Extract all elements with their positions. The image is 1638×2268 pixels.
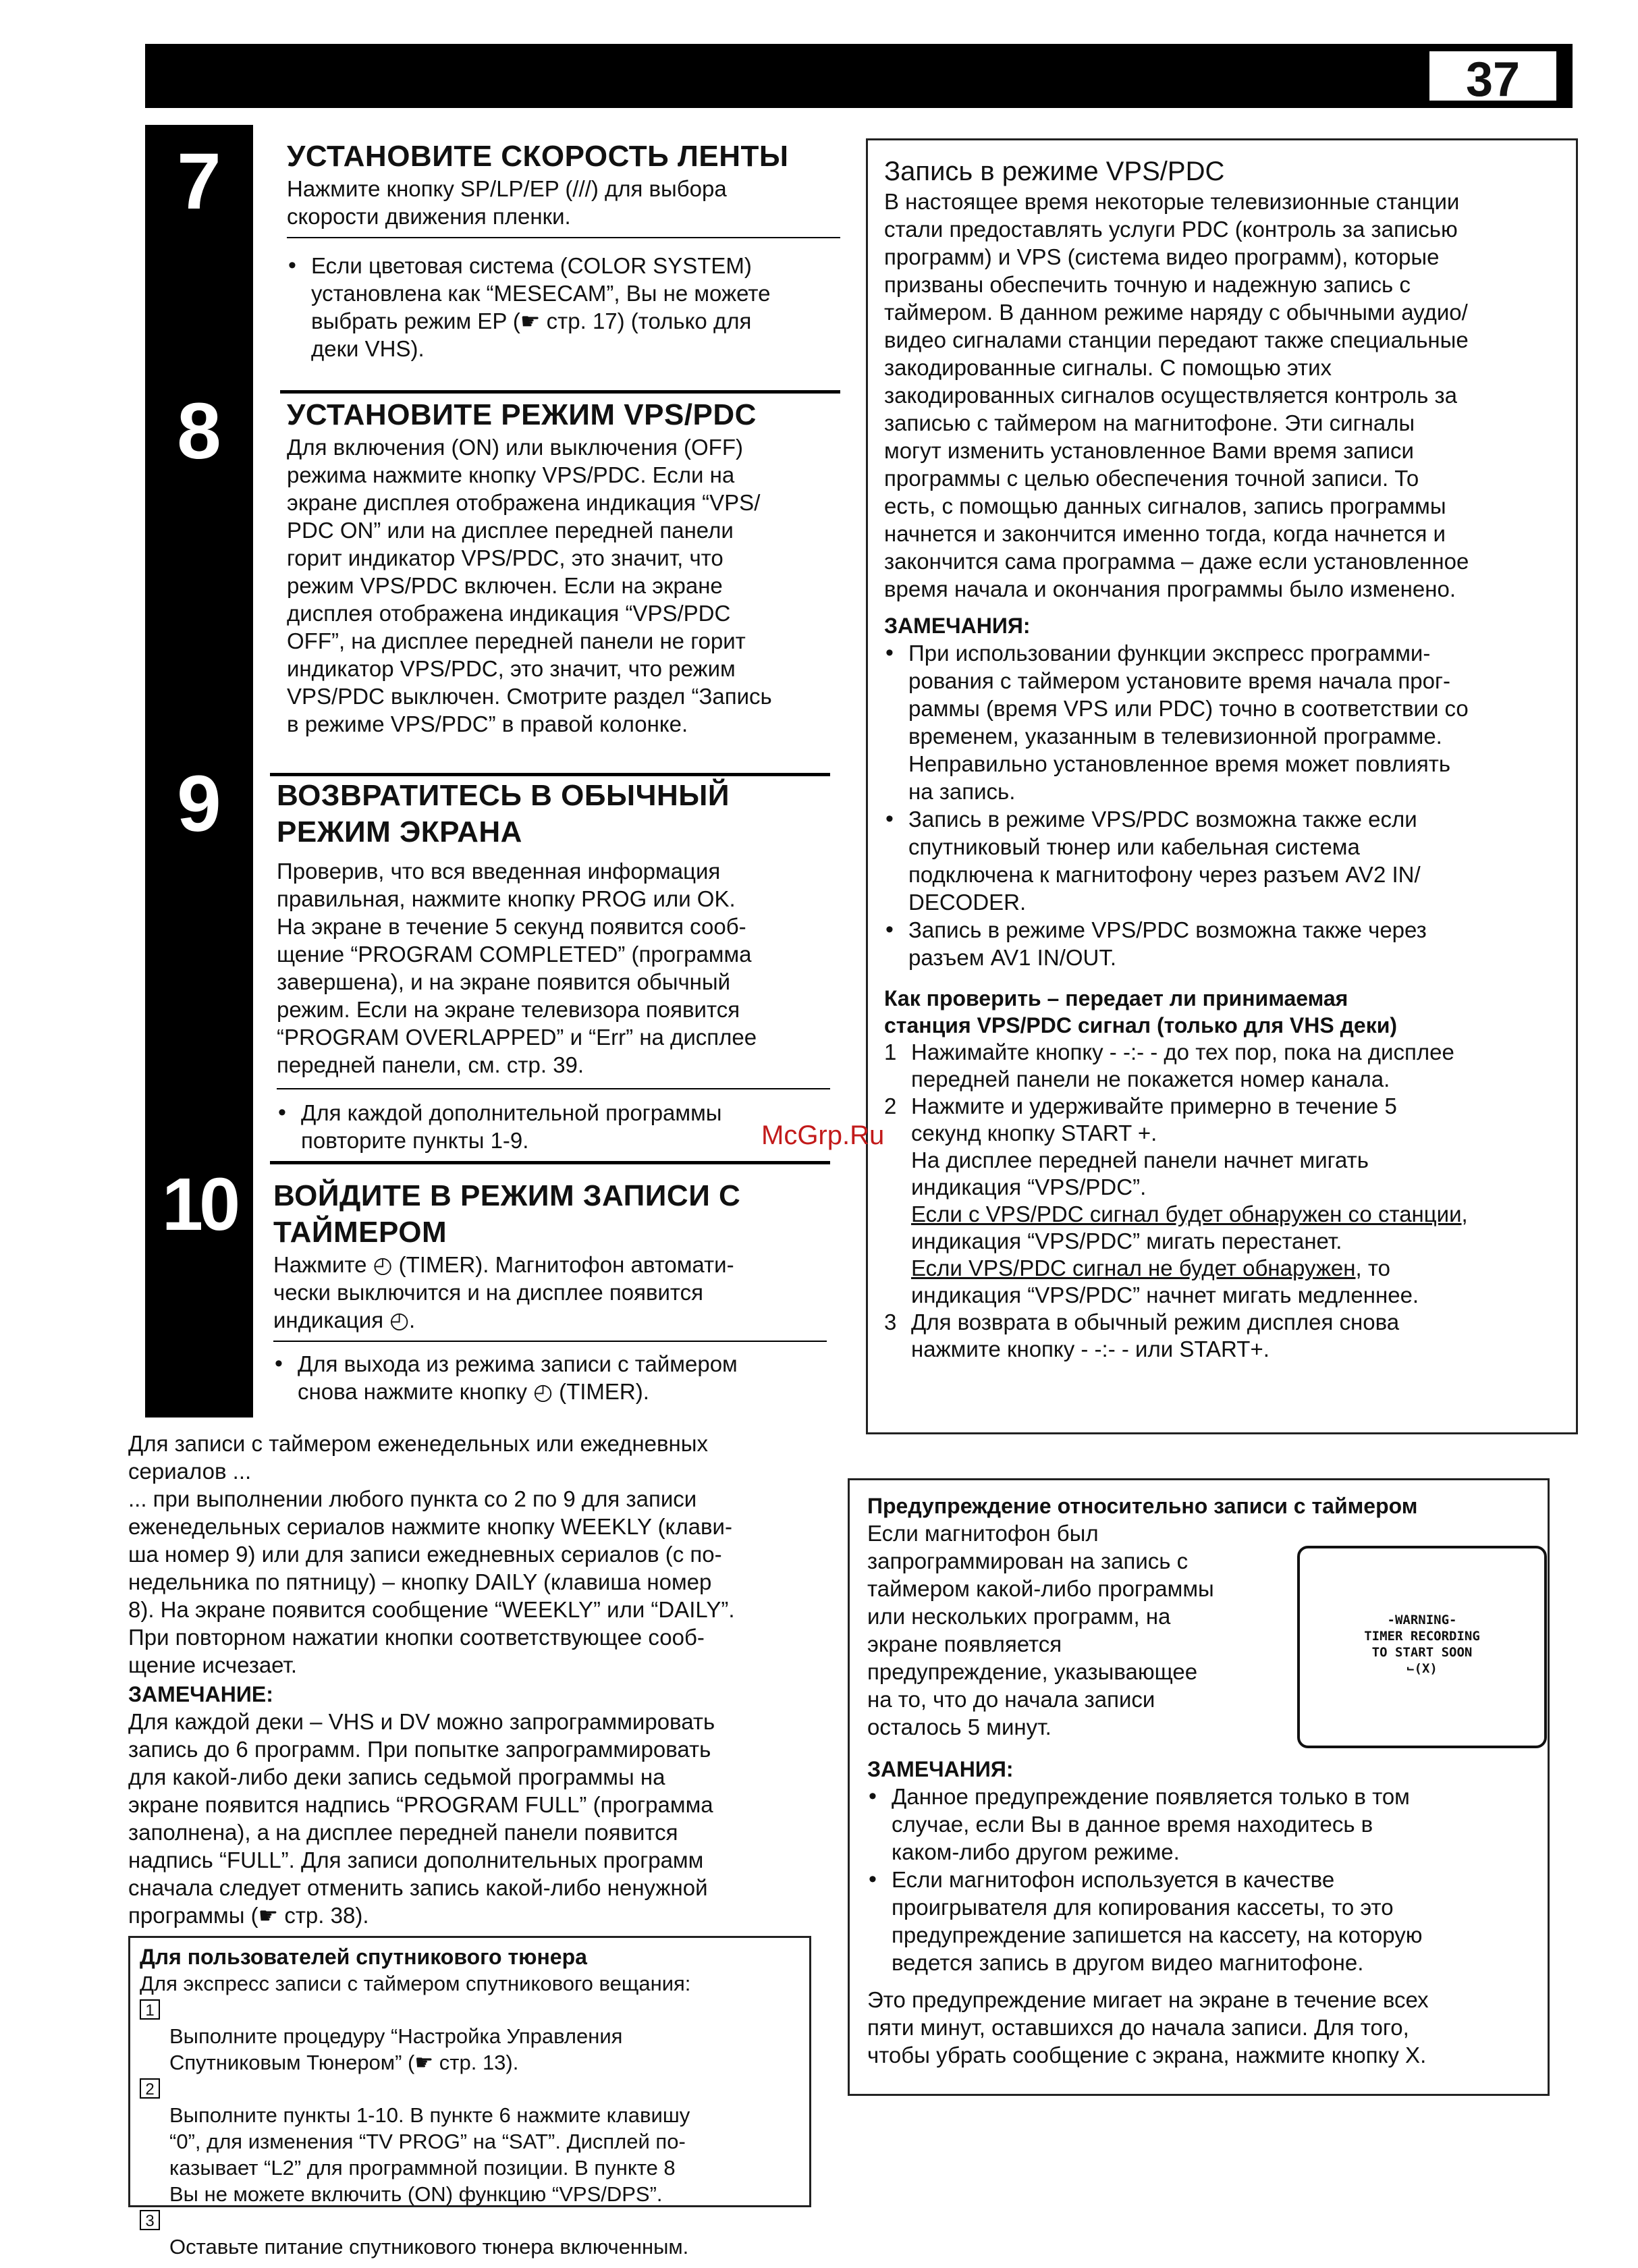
list-item: 1 Выполните процедуру “Настройка Управления Спутниковым Тюнером” (☛ стр. 13). [140, 1997, 800, 2076]
tv-screen-text: -WARNING- TIMER RECORDING TO START SOON ⌙(X) [1364, 1613, 1480, 1676]
tv-screen-warning [1297, 1546, 1547, 1748]
step-10-rule [270, 1161, 830, 1164]
header-bar [145, 44, 1573, 108]
step-10-body: Нажмите ◴ (TIMER). Магнитофон автомати- чески выключится и на дисплее появится индикация ◴. [273, 1252, 734, 1332]
step-8 [287, 397, 840, 738]
remark-text: Для каждой деки – VHS и DV можно запрограммировать запись до 6 программ. При попытке запрограммировать для какой-либо деки запись седьмой программы на экране появится надпись “PROGRAM FULL” (программа заполнена), а на дисплее передней панели появится надпись “FULL”. Для записи дополнительных программ сначала следует отменить запись какой-либо ненужной программы (☛ стр. 38). [128, 1709, 715, 1928]
step-7-title: УСТАНОВИТЕ СКОРОСТЬ ЛЕНТЫ [287, 140, 789, 173]
list-item: 1 Нажимайте кнопку - -:- - до тех пор, пока на дисплее передней панели не покажется номер канала. [884, 1040, 1454, 1091]
step-9 [277, 778, 830, 1154]
remark-heading: ЗАМЕЧАНИЕ: [128, 1682, 273, 1706]
list-item: • Если магнитофон используется в качестве проигрывателя для копирования кассеты, то это предупреждение запишется на кассету, на которую ведется запись в другом видео магнитофоне. [867, 1866, 1530, 1976]
list-item: • Запись в режиме VPS/PDC возможна также если спутниковый тюнер или кабельная система подключена к магнитофону через разъем AV2 IN/ DECODER. [884, 805, 1560, 916]
list-item: • Данное предупреждение появляется только в том случае, если Вы в данное время находитесь в каком-либо другом режиме. [867, 1783, 1530, 1866]
step-7 [287, 138, 840, 362]
step-8-body: Для включения (ON) или выключения (OFF) режима нажмите кнопку VPS/PDC. Если на экране дисплея отображена индикация “VPS/ PDC ON” или на дисплее передней панели горит индикатор VPS/PDC, это значит, что режим VPS/PDC включен. Если на экране дисплея отображена индикация “VPS/PDC OFF”, на дисплее передней панели не горит индикатор VPS/PDC, это значит, что режим VPS/PDC выключен. Смотрите раздел “Запись в режиме VPS/PDC” в правой колонке. [287, 435, 772, 736]
list-item: 3 Для возврата в обычный режим дисплея снова нажмите кнопку - -:- - или START+. [884, 1310, 1400, 1361]
page-number: 37 [1425, 47, 1560, 105]
satellite-heading: Для пользователей спутникового тюнера [140, 1945, 587, 1969]
vps-notes-heading: ЗАМЕЧАНИЯ: [884, 614, 1031, 638]
remark [128, 1681, 844, 1929]
step-number-7: 7 [177, 137, 221, 226]
warning-text: Если магнитофон был запрограммирован на запись с таймером какой-либо программы или нескольких программ, на экране появляется предупреждение, указывающее на то, что до начала записи осталось 5 минут. [867, 1521, 1214, 1739]
satellite-intro: Для экспресс записи с таймером спутникового вещания: [140, 1972, 691, 1995]
step-10-title: ВОЙДИТЕ В РЕЖИМ ЗАПИСИ С ТАЙМЕРОМ [273, 1179, 741, 1249]
step-number-8: 8 [177, 387, 221, 476]
step-number-9: 9 [177, 759, 221, 848]
vps-intro: В настоящее время некоторые телевизионные станции стали предоставлять услуги PDC (контроль за записью программ) и VPS (система видео программ), которые призваны обеспечить точную и надежную запись с таймером. В данном режиме наряду с обычными аудио/ видео сигналами станции передают также специальные закодированные сигналы. С помощью этих закодированных сигналов осуществляется контроль за записью с таймером на магнитофоне. Эти сигналы могут изменить установленное Вами время записи программы с целью обеспечения точной записи. То есть, с помощью данных сигналов, запись программы начнется и закончится именно тогда, когда начнется и закончится сама программа – даже если установленное время начала и окончания программы было изменено. [884, 189, 1469, 601]
watermark: McGrp.Ru [761, 1120, 885, 1150]
list-item: 2 Нажмите и удерживайте примерно в течение 5 секунд кнопку START +. На дисплее передней панели начнет мигать индикация “VPS/PDC”. Если с VPS/PDC сигнал будет обнаружен со станции, индикация “VPS/PDC” мигать перестанет. Если VPS/PDC сигнал не будет обнаружен, то индикация “VPS/PDC” начнет мигать медленнее. [884, 1094, 1468, 1307]
warning-notes-heading: ЗАМЕЧАНИЯ: [867, 1757, 1014, 1781]
step-9-note: • Для каждой дополнительной программы повторите пункты 1-9. [277, 1099, 830, 1154]
vps-check-heading: Как проверить – передает ли принимаемая станция VPS/PDC сигнал (только для VHS деки) [884, 986, 1398, 1037]
list-item: 3 Оставьте питание спутникового тюнера включенным. [140, 2207, 800, 2260]
warning-footer: Это предупреждение мигает на экране в течение всех пяти минут, оставшихся до начала записи. Для того, чтобы убрать сообщение с экрана, нажмите кнопку X. [867, 1987, 1429, 2068]
step-7-note: • Если цветовая система (COLOR SYSTEM) установлена как “MESECAM”, Вы не можете выбрать режим EP (☛ стр. 17) (только для деки VHS). [287, 252, 840, 362]
divider [287, 237, 840, 238]
step-9-body: Проверив, что вся введенная информация правильная, нажмите кнопку PROG или OK. На экране в течение 5 секунд появится сооб- щение “PROGRAM COMPLETED” (программа завершена), и на экране появится обычный режим. Если на экране телевизора появится “PROGRAM OVERLAPPED” и “Err” на дисплее передней панели, см. стр. 39. [277, 859, 757, 1077]
list-item: • При использовании функции экспресс программи- рования с таймером установите время начала прог- раммы (время VPS или PDC) точно в соответствии со временем, указанным в телевизионной программе. Неправильно установленное время может повлиять на запись. [884, 639, 1560, 805]
step-10-note: • Для выхода из режима записи с таймером снова нажмите кнопку ◴ (TIMER). [273, 1350, 827, 1405]
vps-pdc-box [866, 138, 1578, 1434]
satellite-box [128, 1936, 811, 2259]
step-9-rule [270, 773, 830, 776]
step-9-title: ВОЗВРАТИТЕСЬ В ОБЫЧНЫЙ РЕЖИМ ЭКРАНА [277, 779, 730, 848]
series-text: Для записи с таймером еженедельных или ежедневных сериалов ... ... при выполнении любого пункта со 2 по 9 для записи еженедельных сериалов нажмите кнопку WEEKLY (клави- ша номер 9) или для записи ежедневных сериалов (с по- недельника по пятницу) – кнопку DAILY (клавиша номер 8). На экране появится сообщение “WEEKLY” или “DAILY”. При повторном нажатии кнопки соответствующее сооб- щение исчезает. [128, 1431, 735, 1677]
step-8-title: УСТАНОВИТЕ РЕЖИМ VPS/PDC [287, 398, 757, 431]
step-number-10: 10 [161, 1163, 237, 1246]
divider [273, 1341, 827, 1342]
warning-heading: Предупреждение относительно записи с таймером [867, 1494, 1418, 1518]
list-item: 2 Выполните пункты 1-10. В пункте 6 нажмите клавишу “0”, для изменения “TV PROG” на “SAT”. Дисплей по- казывает “L2” для программной позиции. В пункте 8 Вы не можете включить (ON) функцию “VPS/DPS”. [140, 2076, 800, 2207]
vps-heading: Запись в режиме VPS/PDC [884, 157, 1225, 186]
divider [277, 1088, 830, 1089]
list-item: • Запись в режиме VPS/PDC возможна также через разъем AV1 IN/OUT. [884, 916, 1560, 971]
step-8-rule [280, 390, 840, 394]
step-10 [273, 1178, 827, 1405]
step-7-body: Нажмите кнопку SP/LP/EP (///) для выбора скорости движения пленки. [287, 176, 727, 229]
